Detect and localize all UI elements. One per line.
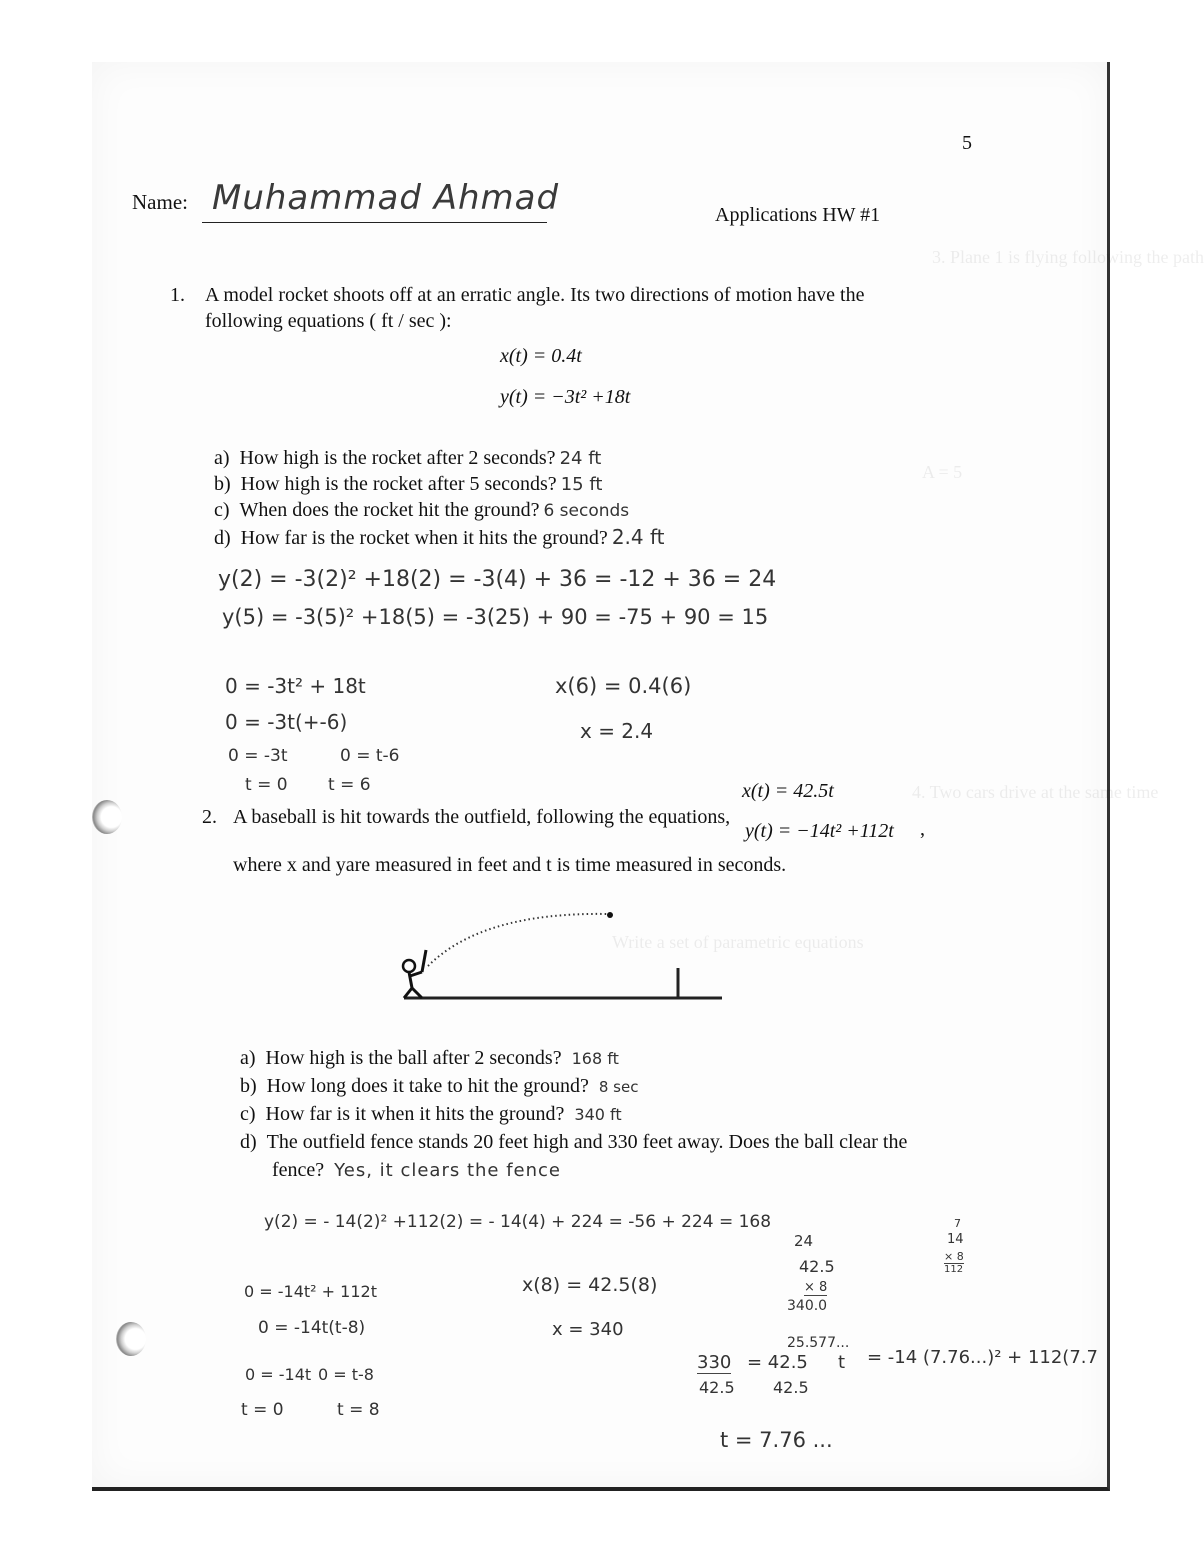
bleed-through-text: Write a set of parametric equations <box>612 932 864 952</box>
q1-number: 1. <box>170 284 185 306</box>
batter-figure <box>403 950 426 998</box>
page-number: 5 <box>962 132 972 154</box>
q2-part-a: a) How high is the ball after 2 seconds? 168 ft <box>240 1047 619 1069</box>
q1-part-d: d) How far is the rocket when it hits the ground? 2.4 ft <box>214 525 665 549</box>
q2-work-factor2: 0 = -14t(t-8) <box>258 1318 366 1338</box>
q2-number: 2. <box>202 806 217 828</box>
baseball-diagram <box>392 900 752 1010</box>
q2-answer-a: 168 ft <box>571 1049 619 1068</box>
assignment-title: Applications HW #1 <box>715 204 881 226</box>
q1-work-factor1: 0 = -3t² + 18t <box>225 674 366 698</box>
q1-work-y2: y(2) = -3(2)² +18(2) = -3(4) + 36 = -12 + 36 = 24 <box>218 567 777 592</box>
q2-prompt-line2: where x and yare measured in feet and t is time measured in seconds. <box>233 854 787 876</box>
q1-answer-d: 2.4 ft <box>611 525 665 549</box>
q1-equation-y: y(t) = −3t² +18t <box>500 386 631 408</box>
q2-answer-d: Yes, it clears the fence <box>334 1160 562 1181</box>
q1-answer-b: 15 ft <box>560 474 603 495</box>
q2-prompt-line1: A baseball is hit towards the outfield, following the equations, <box>233 806 731 828</box>
baseball <box>607 912 613 918</box>
bleed-through-text: 3. Plane 1 is flying following the path <box>932 247 1204 267</box>
q2-work-factor3a: 0 = -14t <box>245 1365 312 1384</box>
q2-equation-suffix: , <box>920 818 925 840</box>
q2-t-result: t = 7.76 ... <box>720 1428 833 1452</box>
q1-work-factor4a: t = 0 <box>245 775 288 795</box>
q1-answer-c: 6 seconds <box>543 501 630 521</box>
binder-hole-top <box>92 800 122 834</box>
student-name-signature: Muhammad Ahmad <box>212 178 560 218</box>
q2-answer-b: 8 sec <box>598 1078 639 1096</box>
q2-work-y2: y(2) = - 14(2)² +112(2) = - 14(4) + 224 = -56 + 224 = 168 <box>264 1212 772 1232</box>
q1-work-y5: y(5) = -3(5)² +18(5) = -3(25) + 90 = -75 + 90 = 15 <box>222 605 769 629</box>
q2-answer-c: 340 ft <box>574 1105 622 1124</box>
q1-prompt-line1: A model rocket shoots off at an erratic angle. Its two directions of motion have the <box>205 284 865 306</box>
q2-part-c: c) How far is it when it hits the ground? 340 ft <box>240 1103 622 1125</box>
q2-part-d-line2: fence? Yes, it clears the fence <box>272 1159 562 1181</box>
q1-equation-x: x(t) = 0.4t <box>500 345 582 367</box>
name-label: Name: <box>132 190 188 214</box>
q2-work-x8: x(8) = 42.5(8) <box>522 1274 658 1296</box>
bleed-through-text: 4. Two cars drive at the same time <box>912 782 1159 802</box>
q2-work-factor4b: t = 8 <box>337 1400 380 1420</box>
q2-equation-x: x(t) = 42.5t <box>742 780 834 802</box>
ball-trajectory <box>428 914 607 966</box>
q1-work-factor3a: 0 = -3t <box>228 746 288 766</box>
q1-part-b: b) How high is the rocket after 5 seconds? 15 ft <box>214 473 603 495</box>
q1-answer-a: 24 ft <box>559 448 602 469</box>
q2-work-x-result: x = 340 <box>552 1319 624 1340</box>
name-underline <box>202 222 547 223</box>
q2-work-factor4a: t = 0 <box>241 1400 284 1420</box>
q1-part-a: a) How high is the rocket after 2 seconds? 24 ft <box>214 447 602 469</box>
binder-hole-bottom <box>116 1322 146 1356</box>
q1-work-factor4b: t = 6 <box>328 775 371 795</box>
q1-part-c: c) When does the rocket hit the ground? 6 seconds <box>214 499 630 521</box>
q1-work-x6: x(6) = 0.4(6) <box>555 674 692 698</box>
q1-prompt-line2: following equations ( ft / sec ): <box>205 310 452 332</box>
worksheet-page: 3. Plane 1 is flying following the path A = 5 4. Two cars drive at the same time Write a set of parametric equations 5 Name: Muhammad Ahmad Applications HW #1 1. A model rocket shoots off at an erratic angle. Its two directions of motion have the following equations ( ft / sec ): x(t) = 0.4t y(t) = −3t² +18t a) How high is the rocket after 2 seconds? 24 ft b) How high is the rocket after 5 seconds? 15 ft c) When does the rocket hit the ground? 6 seconds d) How far is the rocket when it hits the ground? 2.4 ft y(2) = -3(2)² +18(2) = -3(4) + 36 = -12 + 36 = 24 y(5) = -3(5)² +18(5) = -3(25) + 90 = -75 + 90 = 15 0 = -3t² + 18t 0 = -3t(+-6) 0 = -3t 0 = t-6 t = 0 t = 6 x(6) = 0.4(6) x = 2.4 x(t) = 42.5t 2. A baseball is hit towards the outfield, following the equations, y(t) = −14t² +112t , where x and yare measured in feet and t is time measured in seconds. a) How high is the ball after 2 seconds? 168 ft b) How long does it take to hit the ground? 8 sec c) How far is it when it hits the ground? 340 ft d) The outfield fence stands 20 feet high and 330 feet away. Does the ball clear the fence? Yes, it clears the fence y(2) = - 14(2)² +112(2) = - 14(4) + 224 = -56 + 224 = 168 0 = -14t² + 112t 0 = -14t(t-8) 0 = -14t 0 = t-8 t = 0 t = 8 x(8) = 42.5(8) x = 340 24 42.5 × 8 340.0 7 14 × 8 112 25.577... 330 = 42.5 t 42.5 42.5 = -14 (7.76...)² + 112(7.7 t = 7.76 ... <box>92 62 1110 1491</box>
q1-work-x-result: x = 2.4 <box>580 719 654 743</box>
q2-part-d: d) The outfield fence stands 20 feet high and 330 feet away. Does the ball clear the <box>240 1131 908 1153</box>
q1-work-factor3b: 0 = t-6 <box>340 746 400 766</box>
bleed-through-text: A = 5 <box>922 462 963 482</box>
q2-work-factor1: 0 = -14t² + 112t <box>244 1282 377 1301</box>
q1-work-factor2: 0 = -3t(+-6) <box>225 710 348 734</box>
q2-equation-y: y(t) = −14t² +112t <box>745 820 894 842</box>
q2-work-factor3b: 0 = t-8 <box>318 1365 374 1384</box>
q2-part-b: b) How long does it take to hit the ground? 8 sec <box>240 1075 639 1097</box>
